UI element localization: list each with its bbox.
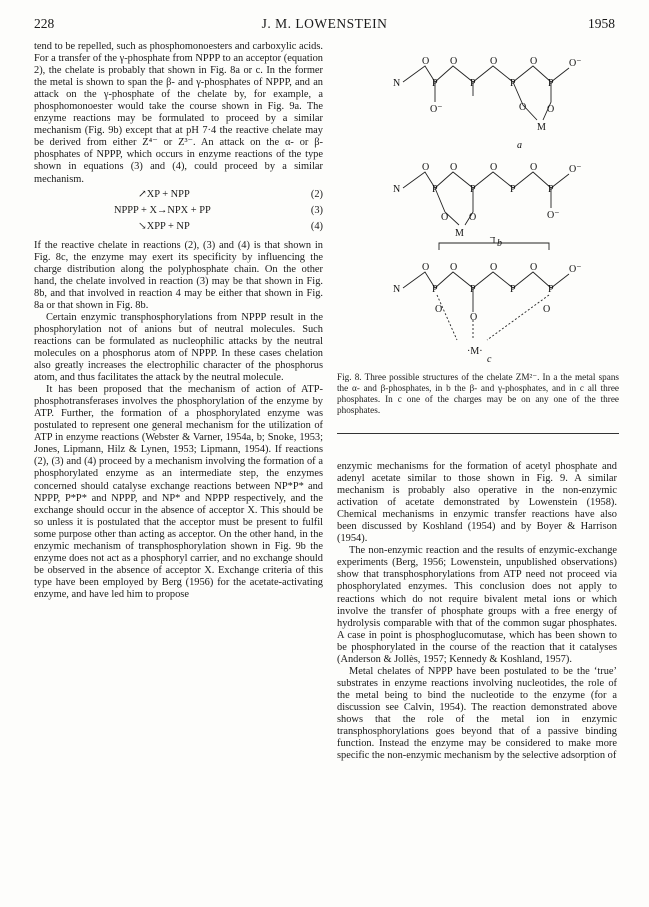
- svg-text:O⁻: O⁻: [547, 210, 560, 221]
- svg-text:O⁻: O⁻: [569, 164, 582, 175]
- svg-text:O: O: [422, 56, 430, 67]
- paragraph: The non-enzymic reaction and the results of enzymic-exchange experiments (Berg, 1956; Lowenstein, unpublished observations) show that transphosphorylations from ATP need not proceed via phosphorylated enzymes. This conclusion does not apply to reactions which do not require bivalent metal ions or which involve the transfer of phosphate groups with a free energy of hydrolysis comparable with that of the common sugar phosphates. A case in point is phosphoglucomutase, which has been shown to be phosphorylated in the course of the reaction that it catalyses (Anderson & Jollès, 1957; Kennedy & Koshland, 1957).: [337, 545, 617, 665]
- svg-text:M: M: [537, 122, 546, 133]
- svg-text:P: P: [548, 78, 554, 89]
- svg-text:P: P: [470, 184, 476, 195]
- svg-text:O: O: [422, 262, 430, 273]
- running-header: [34, 16, 615, 36]
- figure-caption: Fig. 8. Three possible structures of the chelate ZM²⁻. In a the metal spans the α- and β-phosphates, in b the β- and γ-phosphates, and in c all three phosphates. In c one of the charges may be on any one of the three phosphates.: [337, 372, 619, 415]
- svg-text:O: O: [450, 56, 458, 67]
- equation-number-2: (2): [310, 188, 323, 200]
- svg-text:O: O: [450, 262, 458, 273]
- svg-text:O: O: [547, 104, 555, 115]
- left-column: [34, 41, 323, 601]
- structure-label-c: c: [487, 354, 492, 365]
- paragraph: It has been proposed that the mechanism of action of ATP-phosphotransferases involves the phosphorylation of the enzyme by ATP. Further, the formation of a phosphorylated enzyme was postulated to represent one general mechanism for the utilization of ATP in enzyme reactions (Webster & Varner, 1954a, b; Snoke, 1953; Jones, Lipmann, Hilz & Lynen, 1953; Lipmann, 1954). If reactions (2), (3) and (4) proceed by a mechanism involving the formation of a phosphorylated enzyme as an intermediate step, the enzymes concerned should catalyse exchange reactions between NP*P* and NPPP, P*P* and NPPP, and NP* and NPPP respectively, and the exchange should occur in the absence of acceptor X. This should be so unless it is postulated that the acceptor must be present to fulfil some purpose other than acting as acceptor. On the other hand, in the enzymic mechanism of transphosphorylation shown in Fig. 9b the enzyme does not act as a phosphoryl carrier, and no exchange should be observed in the absence of acceptor X. Exchange criteria of this type have been employed by Berg (1956) for the acetate-activating enzyme, and have led him to propose: [34, 384, 323, 600]
- paragraph: tend to be repelled, such as phosphomonoesters and carboxylic acids. For a transfer of the γ-phosphate from NPPP to an acceptor (equation 2), the chelate is probably that shown in Fig. 8a or c. In the former the metal is shown to span the β- and γ-phosphates of NPPP, and an attack on the γ-phosphate of the chelate by, for example, a phosphomonoester would take the course shown in Fig. 9a. The enzyme reactions may be formulated to proceed by a similar mechanism (Fig. 9b) except that at pH 7·4 the reactive chelate may be derived from either Z⁴⁻ or Z³⁻. An attack on the α- or β-phosphates of NPPP, which occurs in enzyme reactions of the type shown in equations (3) and (4), could proceed by a similar mechanism.: [34, 41, 323, 185]
- svg-text:O: O: [490, 162, 498, 173]
- paragraph: If the reactive chelate in reactions (2), (3) and (4) is that shown in Fig. 8c, the enzyme may exert its specificity by influencing the charge distribution along the polyphosphate chain. On the other hand, the chelate involved in reaction (3) may be that shown in Fig. 8b, and that involved in reaction 4 may be either that shown in Fig. 8a or that shown in Fig. 8b.: [34, 239, 323, 311]
- svg-text:P: P: [510, 284, 516, 295]
- svg-text:O: O: [530, 162, 538, 173]
- svg-text:O⁻: O⁻: [569, 264, 582, 275]
- paragraph: Metal chelates of NPPP have been postulated to be the ‘true’ substrates in enzyme reactions involving nucleotides, the role of the metal being to bind the nucleotide to the enzyme (for a discussion see Calvin, 1954). The reaction demonstrated above shows that the role of the metal ion in enzymic transphosphorylations goes beyond that of a passive binding function. Instead the enzyme may be considered to make more specific the non-enzymic mechanism by the selective adsorption of: [337, 665, 617, 762]
- svg-text:–: –: [490, 232, 495, 243]
- paragraph: Certain enzymic transphosphorylations from NPPP result in the phosphorylation not of anions but of neutral molecules. Such reactions can be formulated as nucleophilic attacks by the neutral molecules on a phosphorus atom of NPPP. In these cases chelation also greatly increases the electrophilic character of the phosphorus atom, and thus facilitates the attack by the neutral molecule.: [34, 311, 323, 384]
- equation-line-2: ↗XP + NPP: [138, 188, 190, 200]
- svg-text:O: O: [441, 212, 449, 223]
- svg-text:N: N: [393, 184, 401, 195]
- right-column: [337, 461, 617, 762]
- svg-text:O: O: [435, 304, 443, 315]
- divider: [337, 433, 619, 434]
- svg-text:P: P: [470, 78, 476, 89]
- figure-8: [337, 40, 619, 370]
- svg-text:O: O: [530, 262, 538, 273]
- svg-text:O: O: [422, 162, 430, 173]
- svg-text:P: P: [432, 78, 438, 89]
- svg-text:P: P: [432, 284, 438, 295]
- svg-text:P: P: [548, 184, 554, 195]
- svg-text:O: O: [519, 102, 527, 113]
- svg-text:O: O: [530, 56, 538, 67]
- chelate-structures-diagram: [337, 40, 619, 370]
- structure-label-a: a: [517, 140, 522, 151]
- svg-text:·M·: ·M·: [467, 346, 483, 357]
- equation-number-3: (3): [310, 204, 323, 216]
- paragraph: enzymic mechanisms for the formation of acetyl phosphate and adenyl acetate similar to those shown in Fig. 9. A similar mechanism is probably also operative in the non-enzymic activation of acetate demonstrated by Lowenstein (1958). Chemical mechanisms in enzymic transfer reactions have also been discussed by Koshland (1954) and by Boyer & Harrison (1954).: [337, 461, 617, 545]
- svg-text:O: O: [470, 312, 478, 323]
- svg-text:O: O: [490, 262, 498, 273]
- equation-number-4: (4): [310, 220, 323, 232]
- running-author: J. M. LOWENSTEIN: [261, 16, 388, 31]
- svg-text:N: N: [393, 284, 401, 295]
- equation-line-4: ↘XPP + NP: [138, 220, 190, 232]
- reaction-equations: [34, 189, 323, 237]
- page-number: 228: [34, 16, 55, 31]
- svg-text:O: O: [490, 56, 498, 67]
- equation-line-3: NPPP + X→NPX + PP: [114, 204, 211, 216]
- structure-label-b: b: [497, 238, 502, 249]
- svg-text:O: O: [450, 162, 458, 173]
- svg-text:O⁻: O⁻: [569, 58, 582, 69]
- svg-text:P: P: [548, 284, 554, 295]
- svg-text:P: P: [432, 184, 438, 195]
- svg-text:P: P: [510, 184, 516, 195]
- svg-text:P: P: [510, 78, 516, 89]
- svg-text:O: O: [469, 212, 477, 223]
- journal-year: 1958: [588, 16, 615, 31]
- svg-text:O⁻: O⁻: [430, 104, 443, 115]
- svg-text:O: O: [543, 304, 551, 315]
- svg-text:M: M: [455, 228, 464, 239]
- atom-label: N: [393, 78, 401, 89]
- svg-text:P: P: [470, 284, 476, 295]
